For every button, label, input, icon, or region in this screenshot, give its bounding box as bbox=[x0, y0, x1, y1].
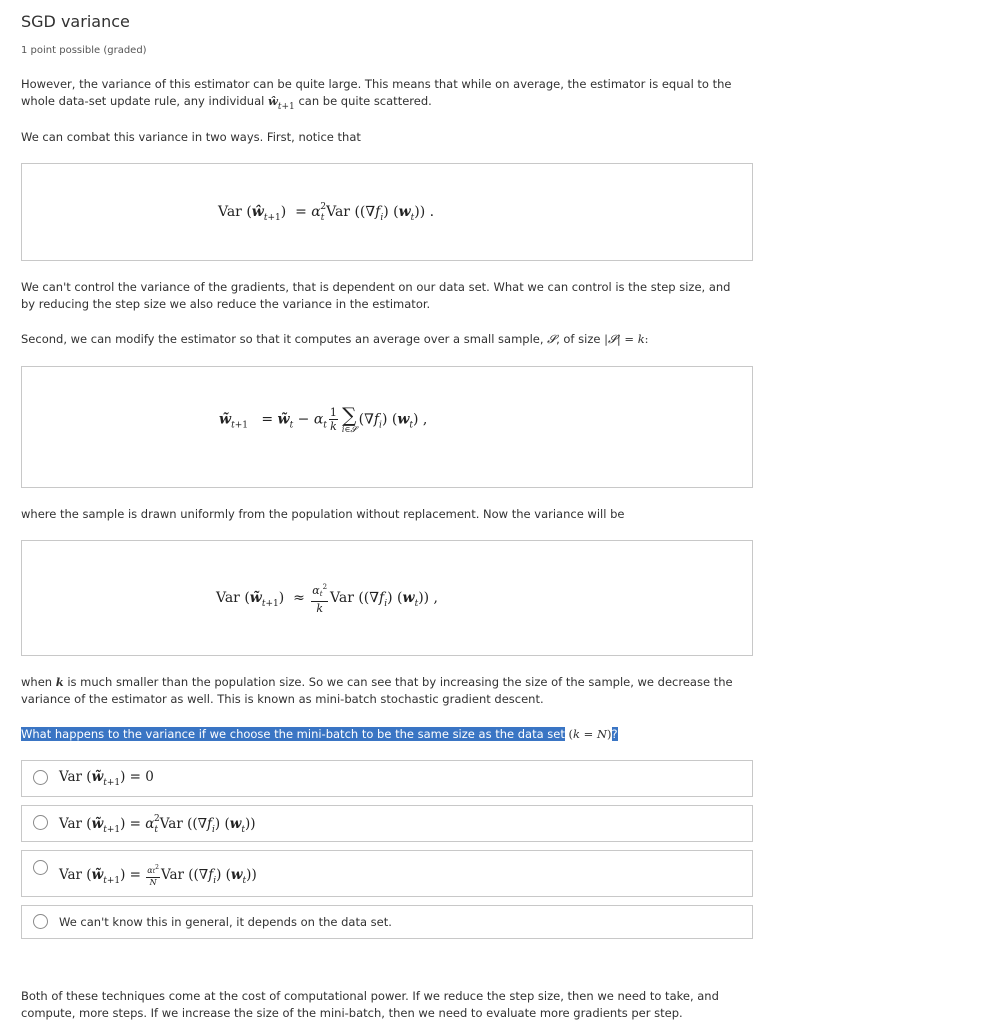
paragraph-intro bbox=[21, 76, 751, 116]
choice-label-4[interactable]: We can't know this in general, it depends on the data set. bbox=[59, 915, 392, 929]
equation-box-3 bbox=[21, 540, 753, 656]
paragraph-sample: Second, we can modify the estimator so that it computes an average over a small sample, 𝓢, of size |𝓢| = k: bbox=[21, 332, 649, 346]
choice-option-4[interactable] bbox=[21, 905, 753, 939]
radio-button[interactable] bbox=[33, 815, 48, 830]
equation-box-2 bbox=[21, 366, 753, 488]
paragraph-combat: We can combat this variance in two ways. First, notice that bbox=[21, 130, 361, 144]
paragraph-intro-line2: whole data-set update rule, any individual $ŵ_{t+1}$ can be quite scattered. bbox=[21, 94, 432, 112]
equation-box-1 bbox=[21, 163, 753, 261]
choice-option-1[interactable] bbox=[21, 760, 753, 797]
paragraph-minibatch: when k is much smaller than the population size. So we can see that by increasing the size of the sample, we decrease the variance of the estimator as well. This is known as mini-batch stochastic gradient descent. bbox=[21, 675, 733, 706]
radio-button[interactable] bbox=[33, 914, 48, 929]
radio-button[interactable] bbox=[33, 770, 48, 785]
math-k: k bbox=[55, 675, 64, 689]
paragraph-uniform-sample: where the sample is drawn uniformly from the population without replacement. Now the variance will be bbox=[21, 507, 625, 521]
equation-minibatch-update: $w̃_{t+1}$ = $w̃_t - \alpha_t$ $\frac{1}{k}$ ∑ i∈𝓢 $(\nabla f_i)$ $(w_t)$ , bbox=[219, 403, 428, 434]
equation-var-hat: Var $(ŵ_{t+1}) = \alpha_t^2Var$ ($(\nabla f_i)$ $(w_t)$) . bbox=[218, 202, 435, 223]
choice-option-3[interactable] bbox=[21, 850, 753, 897]
equation-var-tilde: Var $(w̃_{t+1})$ ≈ $\frac{\alpha t^2}{k}$ Var ($(\nabla f_i)$ $(w_t)$) , bbox=[216, 583, 439, 615]
math-S: 𝓢 bbox=[547, 332, 557, 346]
choice-label-2[interactable]: Var $(w̃_{t+1}) = \alpha_t^2Var$ ($(\nabla f_i)$ $(w_t)$) bbox=[59, 814, 256, 835]
math-w-hat: $ŵ_{t+1}$ bbox=[267, 94, 295, 112]
question-text: What happens to the variance if we choose the mini-batch to be the same size as the data set (k = N)? bbox=[21, 727, 618, 741]
math-size-k: |𝓢| = k: bbox=[604, 332, 649, 346]
choice-label-1[interactable]: Var $(w̃_{t+1}) = 0$ bbox=[59, 769, 154, 788]
choice-label-3[interactable]: Var $(w̃_{t+1})$ = $\frac{\alpha t^2}{N}$ Var ($(\nabla f_i)$ $(w_t)$) bbox=[59, 864, 257, 887]
points-label: 1 point possible (graded) bbox=[21, 45, 147, 56]
radio-button[interactable] bbox=[33, 860, 48, 875]
paragraph-step-size: We can't control the variance of the gradients, that is dependent on our data set. What we can control is the step size, and by reducing the step size we also reduce the variance in the estimator. bbox=[21, 280, 731, 311]
paragraph-cost: Both of these techniques come at the cost of computational power. If we reduce the step size, then we need to take, and compute, more steps. If we increase the size of the mini-batch, then we need to evaluate more gradients per step. bbox=[21, 989, 719, 1020]
choice-option-2[interactable] bbox=[21, 805, 753, 842]
math-k-equals-N: (k = N) bbox=[568, 727, 612, 741]
problem-title: SGD variance bbox=[21, 12, 130, 31]
paragraph-intro-line1: However, the variance of this estimator can be quite large. This means that while on average, the estimator is equal to the bbox=[21, 77, 732, 91]
